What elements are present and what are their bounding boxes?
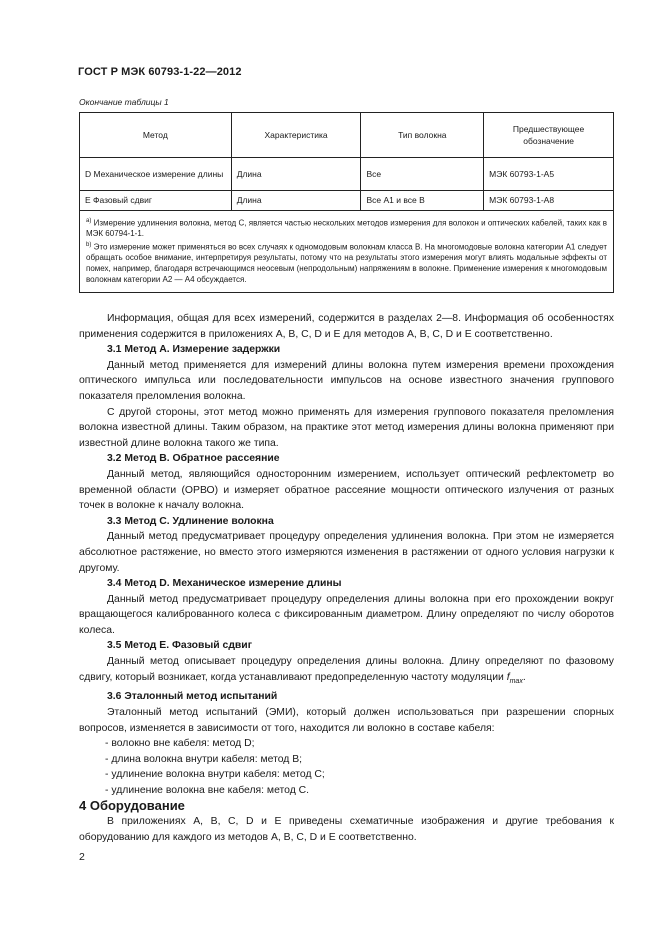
formula-subscript: max — [509, 677, 523, 685]
table-cell: Все — [361, 158, 484, 191]
table-notes — [80, 211, 614, 293]
formula-symbol: f — [506, 671, 510, 683]
table-row — [80, 191, 614, 211]
paragraph: Данный метод, являющийся односторонним измерением, использует оптический рефлектометр во временной области (ОРВО) и измеряет обратное рассеяние мощности оптического излучения от разных точек в волокне к началу волокна. — [79, 468, 614, 512]
intro-paragraph: Информация, общая для всех измерений, содержится в разделах 2—8. Информация об особенностях применения содержится в приложениях А, В, С, D и Е для методов А, В, С, D и Е соответственно. — [79, 313, 614, 340]
section-heading: 3.5 Метод Е. Фазовый сдвиг — [107, 640, 253, 652]
table-caption: Окончание таблицы 1 — [79, 97, 169, 107]
table-header-cell: Метод — [80, 113, 232, 158]
paragraph-end: . — [522, 671, 526, 683]
section-heading: 3.6 Эталонный метод испытаний — [107, 691, 278, 703]
paragraph — [79, 654, 614, 689]
paragraph: Эталонный метод испытаний (ЭМИ), который должен использоваться при разрешении спорных вопросов, изменяется в зависимости от того, находится ли волокно в составе кабеля: — [79, 706, 614, 734]
method-list — [79, 736, 614, 798]
paragraph: Данный метод применяется для измерений длины волокна путем измерения времени прохождения оптического импульса или последовательности импульсов на основе известного значения группового показателя преломления волокна. — [79, 359, 614, 402]
table-cell: Длина — [231, 158, 361, 191]
table-cell: D Механическое измерение длины — [80, 158, 232, 191]
list-item: - длина волокна внутри кабеля: метод В; — [105, 753, 303, 765]
table-header-cell: Характеристика — [231, 113, 361, 158]
document-body — [79, 311, 614, 845]
table-header-cell: Тип волокна — [361, 113, 484, 158]
methods-table — [79, 112, 614, 293]
footnote-mark: b) — [86, 242, 92, 249]
table-row — [80, 158, 614, 191]
table-cell: Длина — [231, 191, 361, 211]
footnote-text: Это измерение может применяться во всех случаях к одномодовым волокнам класса В. На многомодовые волокна категории А1 следует обращать особое внимание, интерпретируя результаты, потому что на результаты этого измерения могут влиять модальные эффекты от помех, например, благодаря встречающимся неосевым (непродольным) напряжениям в волокне. Применение измерения к многомодовым волокнам категории А2 — А4 обсуждается. — [86, 242, 607, 284]
section-4-heading: 4 Оборудование — [79, 798, 185, 814]
table-cell: МЭК 60793-1-А5 — [484, 158, 614, 191]
table-header-row — [80, 113, 614, 158]
footnote-mark: а) — [86, 218, 92, 224]
paragraph: Данный метод предусматривает процедуру определения длины волокна при его прохождении вокруг вращающегося калиброванного колеса с фиксированным диаметром. Длину определяют по числу оборотов колеса. — [79, 593, 614, 636]
section-heading: 3.1 Метод А. Измерение задержки — [107, 344, 281, 356]
paragraph: Данный метод предусматривает процедуру определения удлинения волокна. При этом не измеряется абсолютное растяжение, но вместо этого измеряются изменения в растяжении от одного условия нагрузки к другому. — [79, 531, 614, 574]
paragraph: В приложениях А, В, С, D и Е приведены схематичные изображения и другие требования к оборудованию для каждого из методов А, В, С, D и Е соответственно. — [79, 816, 614, 843]
table-cell: Все А1 и все В — [361, 191, 484, 211]
table-cell: МЭК 60793-1-А8 — [484, 191, 614, 211]
footnote-a — [86, 216, 607, 240]
table-notes-row — [80, 211, 614, 293]
paragraph-text: Данный метод описывает процедуру определения длины волокна. Длину определяют по фазовому сдвигу, который возникает, когда устанавливают предопределенную частоту модуляции — [79, 656, 614, 683]
table-header-cell: Предшествующее обозначение — [484, 113, 614, 158]
table-cell: Е Фазовый сдвиг — [80, 191, 232, 211]
list-item: - удлинение волокна вне кабеля: метод С. — [105, 784, 310, 796]
footnote-text: Измерение удлинения волокна, метод С, является частью нескольких методов измерения для волокон и оптических кабелей, таких как в МЭК 60794-1-1. — [86, 218, 607, 239]
list-item: - удлинение волокна внутри кабеля: метод С; — [105, 769, 325, 781]
paragraph: С другой стороны, этот метод можно применять для измерения группового показателя преломления волокна известной длины. Таким образом, на практике этот метод измерения длины волокна применяют при известной длине волокна такого же типа. — [79, 406, 614, 449]
list-item: - волокно вне кабеля: метод D; — [105, 738, 255, 750]
page-number: 2 — [79, 851, 85, 863]
standard-header: ГОСТ Р МЭК 60793-1-22—2012 — [78, 66, 242, 78]
footnote-b — [86, 240, 607, 285]
section-heading: 3.4 Метод D. Механическое измерение длины — [107, 578, 342, 590]
section-heading: 3.3 Метод С. Удлинение волокна — [107, 515, 274, 527]
section-heading: 3.2 Метод В. Обратное рассеяние — [107, 453, 280, 465]
